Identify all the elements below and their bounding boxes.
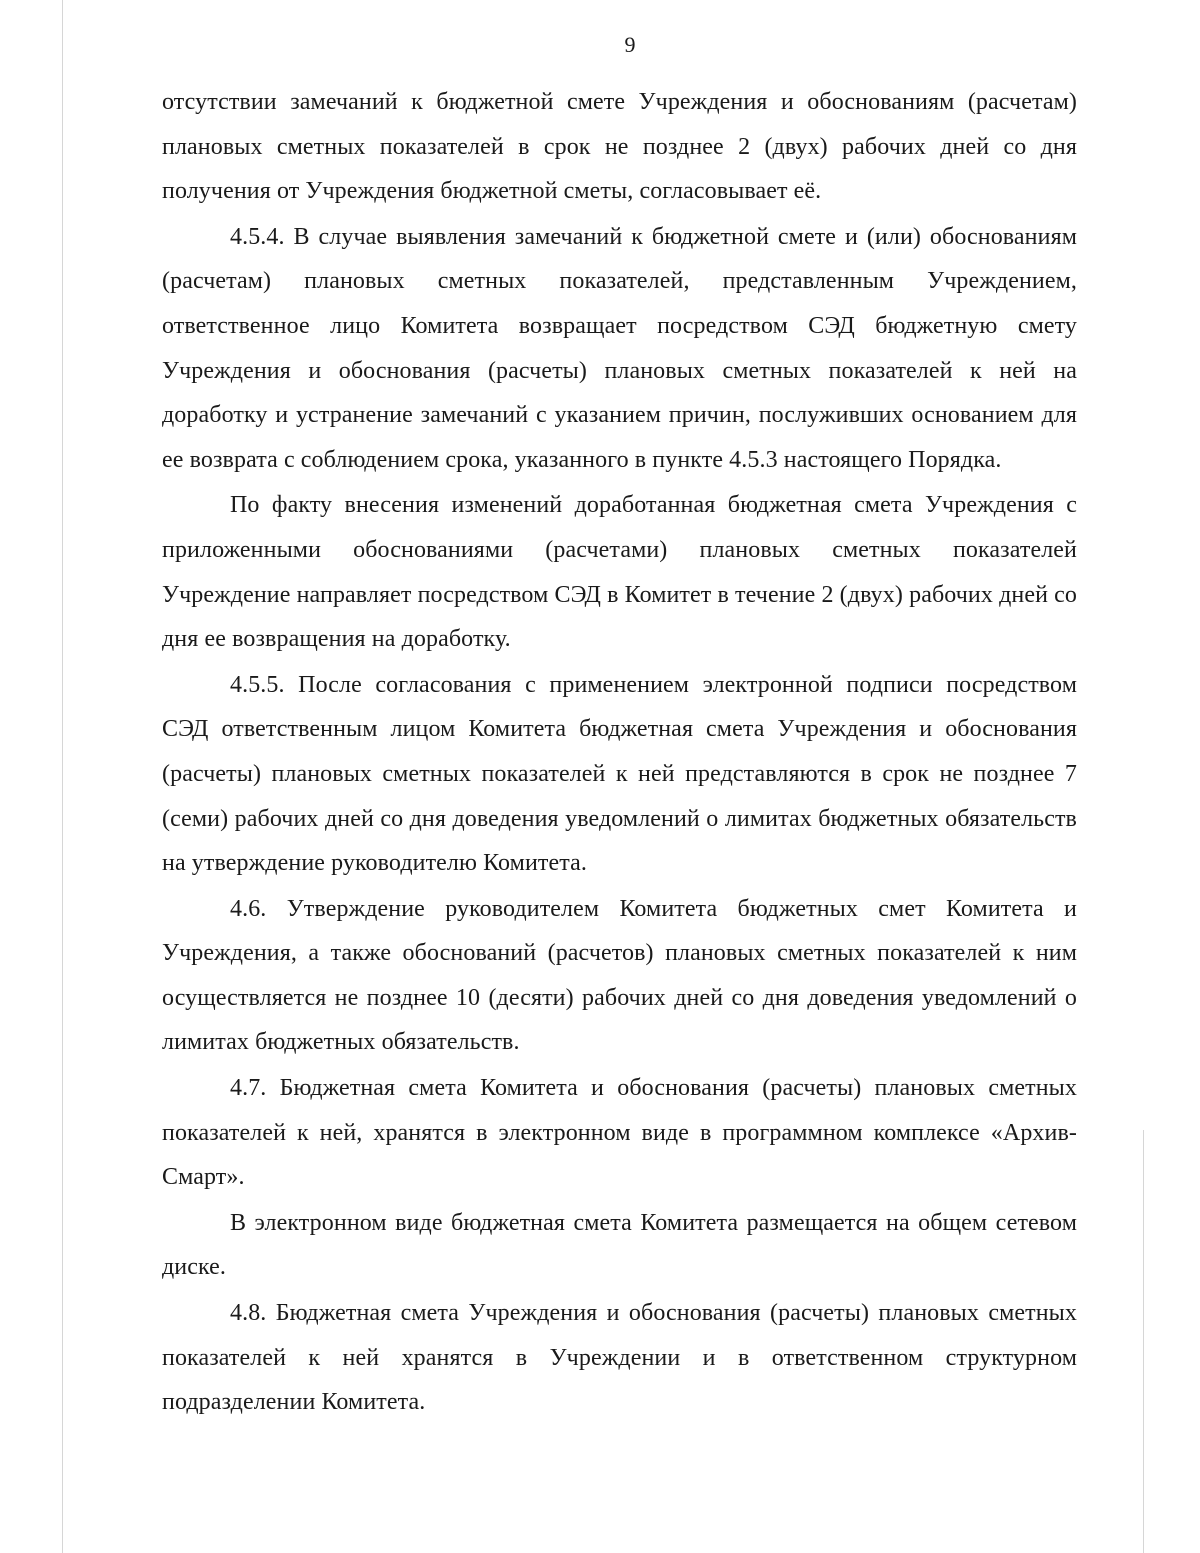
paragraph-4-8: 4.8. Бюджетная смета Учреждения и обоснования (расчеты) плановых сметных показателей к ней хранятся в Учреждении и в ответственном структурном подразделении Комитета. <box>162 1300 1077 1416</box>
paragraph-network-disk: В электронном виде бюджетная смета Комитета размещается на общем сетевом диске. <box>162 1209 1077 1281</box>
paragraph-4-5-4: 4.5.4. В случае выявления замечаний к бюджетной смете и (или) обоснованиям (расчетам) плановых сметных показателей, представленным Учреждением, ответственное лицо Комитета возвращает посредством СЭД бюджетную смету Учреждения и обоснования (расчеты) плановых сметных показателей к ней на доработку и устранение замечаний с указанием причин, послуживших основанием для ее возврата с соблюдением срока, указанного в пункте 4.5.3 настоящего Порядка. <box>162 223 1077 473</box>
document-body <box>162 80 1077 1426</box>
paragraph-4-5-5: 4.5.5. После согласования с применением электронной подписи посредством СЭД ответственным лицом Комитета бюджетная смета Учреждения и обоснования (расчеты) плановых сметных показателей к ней представляются в срок не позднее 7 (семи) рабочих дней со дня доведения уведомлений о лимитах бюджетных обязательств на утверждение руководителю Комитета. <box>162 671 1077 877</box>
paragraph-4-6: 4.6. Утверждение руководителем Комитета бюджетных смет Комитета и Учреждения, а также обоснований (расчетов) плановых сметных показателей к ним осуществляется не позднее 10 (десяти) рабочих дней со дня доведения уведомлений о лимитах бюджетных обязательств. <box>162 895 1077 1056</box>
scan-edge-right <box>1143 1130 1144 1553</box>
paragraph-4-7: 4.7. Бюджетная смета Комитета и обоснования (расчеты) плановых сметных показателей к ней, хранятся в электронном виде в программном комплексе «Архив-Смарт». <box>162 1075 1077 1191</box>
scan-edge-left <box>62 0 63 1553</box>
page-number: 9 <box>624 32 636 57</box>
paragraph-continuation: отсутствии замечаний к бюджетной смете Учреждения и обоснованиям (расчетам) плановых сметных показателей в срок не позднее 2 (двух) рабочих дней со дня получения от Учреждения бюджетной сметы, согласовывает её. <box>162 89 1077 205</box>
paragraph-revision: По факту внесения изменений доработанная бюджетная смета Учреждения с приложенными обоснованиями (расчетами) плановых сметных показателей Учреждение направляет посредством СЭД в Комитет в течение 2 (двух) рабочих дней со дня ее возвращения на доработку. <box>162 492 1077 653</box>
